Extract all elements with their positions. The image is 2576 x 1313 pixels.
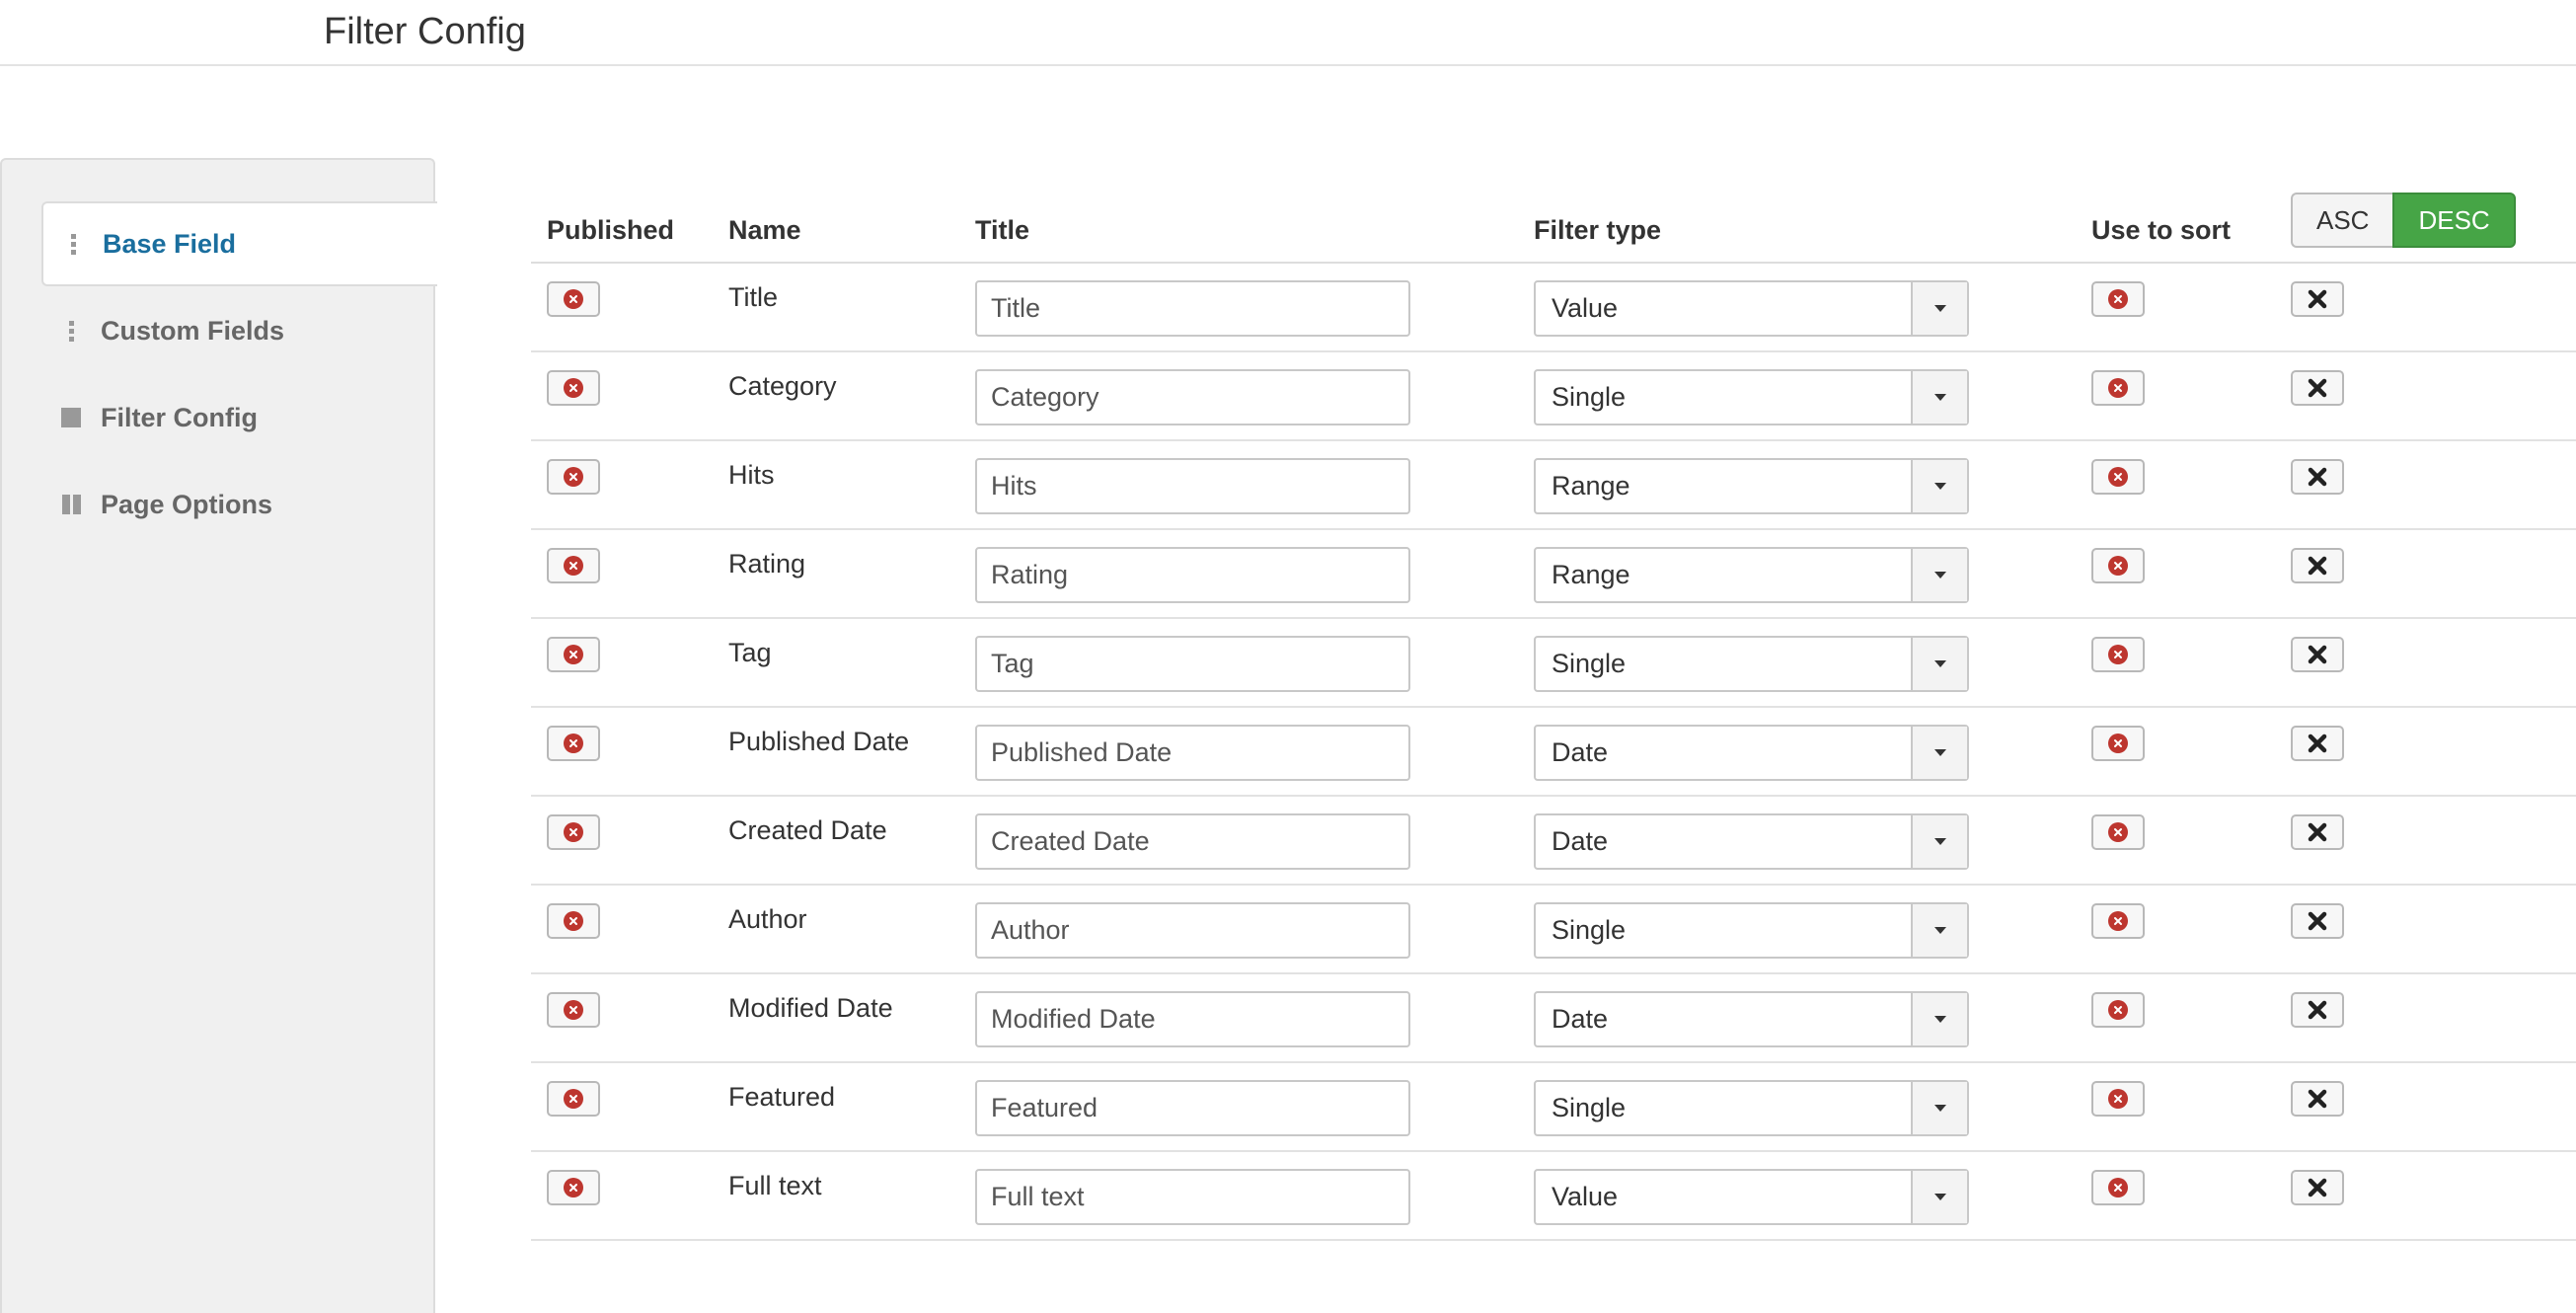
close-icon: [2307, 910, 2328, 932]
caret-down-icon: [1934, 838, 1946, 845]
dropdown-arrow: [1911, 282, 1967, 335]
filter-type-value: Single: [1552, 382, 1627, 412]
caret-down-icon: [1934, 483, 1946, 490]
field-name: Tag: [728, 638, 772, 667]
use-to-sort-toggle-button[interactable]: [2091, 548, 2145, 583]
page-header: [0, 0, 2576, 66]
close-icon: [2307, 999, 2328, 1021]
disabled-icon: [2108, 822, 2128, 842]
remove-button[interactable]: [2291, 281, 2344, 317]
dropdown-arrow: [1911, 1171, 1967, 1223]
table-row: [531, 1063, 2576, 1152]
dropdown-arrow: [1911, 638, 1967, 690]
use-to-sort-toggle-button[interactable]: [2091, 1170, 2145, 1205]
column-header-use-to-sort: Use to sort: [2091, 215, 2232, 245]
table-row: [531, 1152, 2576, 1241]
caret-down-icon: [1934, 1194, 1946, 1200]
table-row: [531, 619, 2576, 708]
use-to-sort-toggle-button[interactable]: [2091, 903, 2145, 939]
filter-type-value: Date: [1552, 1004, 1609, 1034]
unpublished-icon: [564, 645, 583, 664]
sidebar-item-base-field[interactable]: [41, 201, 437, 286]
unpublished-icon: [564, 556, 583, 576]
caret-down-icon: [1934, 305, 1946, 312]
disabled-icon: [2108, 645, 2128, 664]
disabled-icon: [2108, 556, 2128, 576]
caret-down-icon: [1934, 394, 1946, 401]
use-to-sort-toggle-button[interactable]: [2091, 459, 2145, 495]
filter-type-select[interactable]: [1534, 636, 1969, 692]
field-name: Hits: [728, 460, 775, 490]
table-row: [531, 708, 2576, 797]
published-toggle-button[interactable]: [547, 281, 600, 317]
close-icon: [2307, 821, 2328, 843]
close-icon: [2307, 466, 2328, 488]
use-to-sort-toggle-button[interactable]: [2091, 1081, 2145, 1117]
field-name: Category: [728, 371, 837, 401]
title-input[interactable]: [975, 1169, 1410, 1225]
sidebar-item-page-options[interactable]: [41, 462, 437, 547]
remove-button[interactable]: [2291, 814, 2344, 850]
grip-vertical-icon: [41, 321, 101, 342]
grip-vertical-icon: [43, 234, 103, 255]
dropdown-arrow: [1911, 904, 1967, 957]
caret-down-icon: [1934, 927, 1946, 934]
filter-type-value: Value: [1552, 293, 1619, 323]
published-toggle-button[interactable]: [547, 726, 600, 761]
unpublished-icon: [564, 1178, 583, 1197]
dropdown-arrow: [1911, 815, 1967, 868]
title-input[interactable]: [975, 636, 1410, 692]
unpublished-icon: [564, 1000, 583, 1020]
dropdown-arrow: [1911, 727, 1967, 779]
title-input[interactable]: [975, 458, 1410, 514]
remove-button[interactable]: [2291, 1170, 2344, 1205]
published-toggle-button[interactable]: [547, 903, 600, 939]
title-input[interactable]: [975, 369, 1410, 425]
field-name: Full text: [728, 1171, 822, 1200]
close-icon: [2307, 1177, 2328, 1198]
close-icon: [2307, 288, 2328, 310]
filter-type-value: Date: [1552, 826, 1609, 856]
title-input[interactable]: [975, 902, 1410, 959]
table-row: [531, 974, 2576, 1063]
published-toggle-button[interactable]: [547, 1081, 600, 1117]
filter-type-select[interactable]: [1534, 813, 1969, 870]
use-to-sort-toggle-button[interactable]: [2091, 992, 2145, 1028]
filter-type-value: Date: [1552, 737, 1609, 767]
remove-button[interactable]: [2291, 637, 2344, 672]
filter-type-value: Single: [1552, 915, 1627, 945]
filter-type-value: Value: [1552, 1182, 1619, 1211]
disabled-icon: [2108, 1089, 2128, 1109]
published-toggle-button[interactable]: [547, 459, 600, 495]
column-header-title: Title: [975, 215, 1030, 245]
sort-direction-toggle: [2291, 193, 2516, 248]
dropdown-arrow: [1911, 371, 1967, 424]
published-toggle-button[interactable]: [547, 1170, 600, 1205]
use-to-sort-toggle-button[interactable]: [2091, 726, 2145, 761]
title-input[interactable]: [975, 547, 1410, 603]
close-icon: [2307, 1088, 2328, 1110]
square-icon: [41, 408, 101, 427]
disabled-icon: [2108, 1000, 2128, 1020]
sidebar-item-label: Base Field: [103, 229, 237, 259]
asc-button[interactable]: ASC: [2291, 193, 2392, 248]
field-name: Featured: [728, 1082, 836, 1112]
use-to-sort-toggle-button[interactable]: [2091, 281, 2145, 317]
sidebar: [0, 158, 435, 1313]
close-icon: [2307, 733, 2328, 754]
field-name: Modified Date: [728, 993, 893, 1023]
filter-type-value: Single: [1552, 1093, 1627, 1122]
dropdown-arrow: [1911, 460, 1967, 512]
published-toggle-button[interactable]: [547, 370, 600, 406]
close-icon: [2307, 644, 2328, 665]
title-input[interactable]: [975, 991, 1410, 1047]
published-toggle-button[interactable]: [547, 637, 600, 672]
filter-type-value: Single: [1552, 649, 1627, 678]
remove-button[interactable]: [2291, 459, 2344, 495]
use-to-sort-toggle-button[interactable]: [2091, 370, 2145, 406]
filter-type-select[interactable]: [1534, 547, 1969, 603]
published-toggle-button[interactable]: [547, 814, 600, 850]
column-header-filter-type: Filter type: [1534, 215, 1662, 245]
title-input[interactable]: [975, 725, 1410, 781]
unpublished-icon: [564, 1089, 583, 1109]
sidebar-item-filter-config[interactable]: [41, 375, 437, 460]
disabled-icon: [2108, 467, 2128, 487]
field-name: Title: [728, 282, 779, 312]
filter-type-select[interactable]: [1534, 725, 1969, 781]
unpublished-icon: [564, 467, 583, 487]
dropdown-arrow: [1911, 549, 1967, 601]
sidebar-item-custom-fields[interactable]: [41, 288, 437, 373]
remove-button[interactable]: [2291, 548, 2344, 583]
caret-down-icon: [1934, 1016, 1946, 1023]
remove-button[interactable]: [2291, 903, 2344, 939]
remove-button[interactable]: [2291, 992, 2344, 1028]
published-toggle-button[interactable]: [547, 992, 600, 1028]
close-icon: [2307, 555, 2328, 577]
unpublished-icon: [564, 911, 583, 931]
filter-type-select[interactable]: [1534, 458, 1969, 514]
desc-button[interactable]: DESC: [2392, 193, 2515, 248]
use-to-sort-toggle-button[interactable]: [2091, 814, 2145, 850]
column-header-name: Name: [728, 215, 801, 245]
page-title: Filter Config: [324, 11, 526, 52]
filter-type-select[interactable]: [1534, 991, 1969, 1047]
table-row: [531, 530, 2576, 619]
columns-icon: [41, 495, 101, 514]
title-input[interactable]: [975, 280, 1410, 337]
filter-type-value: Range: [1552, 560, 1630, 589]
disabled-icon: [2108, 734, 2128, 753]
close-icon: [2307, 377, 2328, 399]
unpublished-icon: [564, 734, 583, 753]
filter-type-select[interactable]: [1534, 902, 1969, 959]
caret-down-icon: [1934, 749, 1946, 756]
remove-button[interactable]: [2291, 370, 2344, 406]
field-name: Author: [728, 904, 807, 934]
remove-button[interactable]: [2291, 726, 2344, 761]
caret-down-icon: [1934, 660, 1946, 667]
unpublished-icon: [564, 822, 583, 842]
caret-down-icon: [1934, 1105, 1946, 1112]
field-name: Rating: [728, 549, 806, 579]
title-input[interactable]: [975, 1080, 1410, 1136]
filter-type-select[interactable]: [1534, 369, 1969, 425]
field-name: Published Date: [728, 727, 910, 756]
table-row: [531, 886, 2576, 974]
sidebar-item-label: Page Options: [101, 490, 273, 519]
field-name: Created Date: [728, 815, 887, 845]
unpublished-icon: [564, 289, 583, 309]
dropdown-arrow: [1911, 993, 1967, 1045]
use-to-sort-toggle-button[interactable]: [2091, 637, 2145, 672]
filter-type-select[interactable]: [1534, 1169, 1969, 1225]
caret-down-icon: [1934, 572, 1946, 579]
table-row: [531, 264, 2576, 352]
table-row: [531, 441, 2576, 530]
sidebar-item-label: Custom Fields: [101, 316, 285, 346]
unpublished-icon: [564, 378, 583, 398]
table-row: [531, 797, 2576, 886]
sidebar-item-label: Filter Config: [101, 403, 258, 432]
filter-type-select[interactable]: [1534, 1080, 1969, 1136]
column-header-published: Published: [547, 215, 675, 245]
disabled-icon: [2108, 289, 2128, 309]
dropdown-arrow: [1911, 1082, 1967, 1134]
title-input[interactable]: [975, 813, 1410, 870]
disabled-icon: [2108, 1178, 2128, 1197]
table-header-row: [531, 188, 2576, 264]
filter-type-select[interactable]: [1534, 280, 1969, 337]
remove-button[interactable]: [2291, 1081, 2344, 1117]
table-row: [531, 352, 2576, 441]
filter-type-value: Range: [1552, 471, 1630, 501]
disabled-icon: [2108, 378, 2128, 398]
disabled-icon: [2108, 911, 2128, 931]
published-toggle-button[interactable]: [547, 548, 600, 583]
